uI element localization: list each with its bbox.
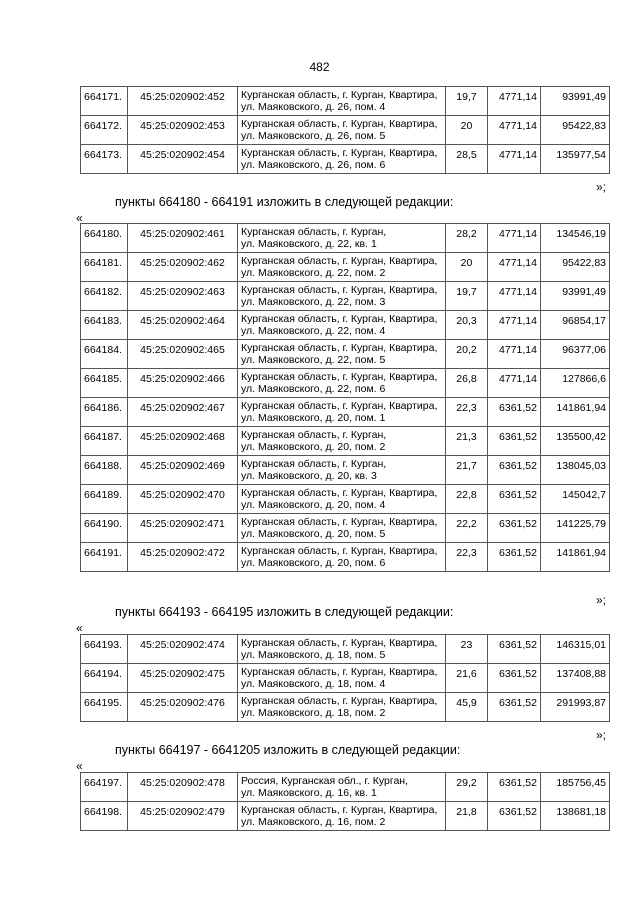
address-line-1: Курганская область, г. Курган, Квартира, xyxy=(241,516,438,528)
total-value-cell: 141225,79 xyxy=(541,514,610,543)
item-number-cell: 664182. xyxy=(81,282,128,311)
address-line-1: Россия, Курганская обл., г. Курган, xyxy=(241,775,408,787)
total-value-cell: 146315,01 xyxy=(541,635,610,664)
table-row xyxy=(81,664,610,693)
cadastral-number-cell: 45:25:020902:465 xyxy=(128,340,238,369)
total-value-cell: 135500,42 xyxy=(541,427,610,456)
unit-price-cell: 4771,14 xyxy=(488,87,541,116)
cadastral-number-cell: 45:25:020902:478 xyxy=(128,773,238,802)
area-cell: 23 xyxy=(446,635,488,664)
address-line-1: Курганская область, г. Курган, Квартира, xyxy=(241,371,438,383)
cadastral-number-cell: 45:25:020902:470 xyxy=(128,485,238,514)
unit-price-cell: 6361,52 xyxy=(488,456,541,485)
area-cell: 19,7 xyxy=(446,282,488,311)
amendment-table-4 xyxy=(80,772,610,831)
total-value-cell: 93991,49 xyxy=(541,282,610,311)
address-cell xyxy=(238,635,446,664)
cadastral-number-cell: 45:25:020902:466 xyxy=(128,369,238,398)
table-row xyxy=(81,224,610,253)
address-cell xyxy=(238,369,446,398)
total-value-cell: 138681,18 xyxy=(541,802,610,831)
item-number-cell: 664194. xyxy=(81,664,128,693)
item-number-cell: 664193. xyxy=(81,635,128,664)
total-value-cell: 185756,45 xyxy=(541,773,610,802)
address-line-1: Курганская область, г. Курган, Квартира, xyxy=(241,89,438,101)
closing-quote: »; xyxy=(596,593,607,607)
opening-quote: « xyxy=(76,759,83,773)
item-number-cell: 664198. xyxy=(81,802,128,831)
total-value-cell: 137408,88 xyxy=(541,664,610,693)
cadastral-number-cell: 45:25:020902:469 xyxy=(128,456,238,485)
table-row xyxy=(81,456,610,485)
table-row xyxy=(81,116,610,145)
address-line-2: ул. Маяковского, д. 22, пом. 2 xyxy=(241,267,386,279)
table-row xyxy=(81,253,610,282)
section-heading: пункты 664197 - 6641205 изложить в следующей редакции: xyxy=(115,743,461,757)
total-value-cell: 291993,87 xyxy=(541,693,610,722)
unit-price-cell: 4771,14 xyxy=(488,340,541,369)
address-cell xyxy=(238,224,446,253)
address-line-2: ул. Маяковского, д. 20, пом. 1 xyxy=(241,412,386,424)
table-row xyxy=(81,773,610,802)
table-row xyxy=(81,340,610,369)
address-line-2: ул. Маяковского, д. 18, пом. 5 xyxy=(241,649,386,661)
address-cell xyxy=(238,693,446,722)
area-cell: 21,6 xyxy=(446,664,488,693)
cadastral-number-cell: 45:25:020902:471 xyxy=(128,514,238,543)
area-cell: 21,8 xyxy=(446,802,488,831)
area-cell: 28,5 xyxy=(446,145,488,174)
table-row xyxy=(81,543,610,572)
address-cell xyxy=(238,145,446,174)
table-row xyxy=(81,398,610,427)
total-value-cell: 141861,94 xyxy=(541,543,610,572)
cadastral-number-cell: 45:25:020902:454 xyxy=(128,145,238,174)
cadastral-number-cell: 45:25:020902:472 xyxy=(128,543,238,572)
page-number: 482 xyxy=(309,60,330,74)
table-row xyxy=(81,145,610,174)
unit-price-cell: 6361,52 xyxy=(488,514,541,543)
cadastral-number-cell: 45:25:020902:453 xyxy=(128,116,238,145)
unit-price-cell: 4771,14 xyxy=(488,224,541,253)
area-cell: 19,7 xyxy=(446,87,488,116)
address-line-2: ул. Маяковского, д. 22, пом. 4 xyxy=(241,325,386,337)
area-cell: 20 xyxy=(446,116,488,145)
section-heading: пункты 664193 - 664195 изложить в следующей редакции: xyxy=(115,605,454,619)
area-cell: 21,3 xyxy=(446,427,488,456)
total-value-cell: 134546,19 xyxy=(541,224,610,253)
address-line-1: Курганская область, г. Курган, Квартира, xyxy=(241,118,438,130)
unit-price-cell: 6361,52 xyxy=(488,773,541,802)
address-line-2: ул. Маяковского, д. 26, пом. 5 xyxy=(241,130,386,142)
table-row xyxy=(81,369,610,398)
address-line-1: Курганская область, г. Курган, xyxy=(241,458,387,470)
address-line-2: ул. Маяковского, д. 20, пом. 2 xyxy=(241,441,386,453)
table-row xyxy=(81,427,610,456)
area-cell: 28,2 xyxy=(446,224,488,253)
area-cell: 22,8 xyxy=(446,485,488,514)
table-row xyxy=(81,311,610,340)
address-cell xyxy=(238,773,446,802)
address-cell xyxy=(238,253,446,282)
address-line-2: ул. Маяковского, д. 26, пом. 4 xyxy=(241,101,386,113)
area-cell: 29,2 xyxy=(446,773,488,802)
address-line-2: ул. Маяковского, д. 20, кв. 3 xyxy=(241,470,377,482)
unit-price-cell: 4771,14 xyxy=(488,253,541,282)
amendment-table-2 xyxy=(80,223,610,572)
address-cell xyxy=(238,427,446,456)
address-cell xyxy=(238,340,446,369)
address-line-2: ул. Маяковского, д. 22, пом. 6 xyxy=(241,383,386,395)
address-line-2: ул. Маяковского, д. 18, пом. 4 xyxy=(241,678,386,690)
cadastral-number-cell: 45:25:020902:479 xyxy=(128,802,238,831)
cadastral-number-cell: 45:25:020902:474 xyxy=(128,635,238,664)
cadastral-number-cell: 45:25:020902:464 xyxy=(128,311,238,340)
item-number-cell: 664183. xyxy=(81,311,128,340)
item-number-cell: 664195. xyxy=(81,693,128,722)
item-number-cell: 664181. xyxy=(81,253,128,282)
item-number-cell: 664187. xyxy=(81,427,128,456)
table-row xyxy=(81,693,610,722)
address-line-2: ул. Маяковского, д. 20, пом. 6 xyxy=(241,557,386,569)
address-line-1: Курганская область, г. Курган, Квартира, xyxy=(241,695,438,707)
address-line-1: Курганская область, г. Курган, Квартира, xyxy=(241,147,438,159)
address-line-1: Курганская область, г. Курган, Квартира, xyxy=(241,342,438,354)
address-line-2: ул. Маяковского, д. 22, пом. 5 xyxy=(241,354,386,366)
unit-price-cell: 6361,52 xyxy=(488,398,541,427)
unit-price-cell: 6361,52 xyxy=(488,635,541,664)
address-cell xyxy=(238,514,446,543)
opening-quote: « xyxy=(76,211,83,225)
area-cell: 20,3 xyxy=(446,311,488,340)
unit-price-cell: 6361,52 xyxy=(488,802,541,831)
amendment-table-3 xyxy=(80,634,610,722)
cadastral-number-cell: 45:25:020902:468 xyxy=(128,427,238,456)
amendment-table-1 xyxy=(80,86,610,174)
area-cell: 26,8 xyxy=(446,369,488,398)
address-line-1: Курганская область, г. Курган, Квартира, xyxy=(241,255,438,267)
item-number-cell: 664184. xyxy=(81,340,128,369)
cadastral-number-cell: 45:25:020902:462 xyxy=(128,253,238,282)
address-cell xyxy=(238,485,446,514)
address-cell xyxy=(238,664,446,693)
total-value-cell: 127866,6 xyxy=(541,369,610,398)
item-number-cell: 664180. xyxy=(81,224,128,253)
address-cell xyxy=(238,802,446,831)
opening-quote: « xyxy=(76,621,83,635)
address-line-1: Курганская область, г. Курган, xyxy=(241,429,387,441)
unit-price-cell: 6361,52 xyxy=(488,664,541,693)
section-heading: пункты 664180 - 664191 изложить в следующей редакции: xyxy=(115,195,454,209)
total-value-cell: 95422,83 xyxy=(541,253,610,282)
table-row xyxy=(81,514,610,543)
unit-price-cell: 6361,52 xyxy=(488,427,541,456)
total-value-cell: 93991,49 xyxy=(541,87,610,116)
address-line-1: Курганская область, г. Курган, xyxy=(241,226,387,238)
unit-price-cell: 4771,14 xyxy=(488,282,541,311)
address-line-2: ул. Маяковского, д. 16, пом. 2 xyxy=(241,816,386,828)
address-line-1: Курганская область, г. Курган, Квартира, xyxy=(241,313,438,325)
table-row xyxy=(81,802,610,831)
unit-price-cell: 6361,52 xyxy=(488,543,541,572)
unit-price-cell: 4771,14 xyxy=(488,116,541,145)
total-value-cell: 135977,54 xyxy=(541,145,610,174)
item-number-cell: 664190. xyxy=(81,514,128,543)
unit-price-cell: 4771,14 xyxy=(488,369,541,398)
cadastral-number-cell: 45:25:020902:452 xyxy=(128,87,238,116)
total-value-cell: 95422,83 xyxy=(541,116,610,145)
address-line-2: ул. Маяковского, д. 20, пом. 5 xyxy=(241,528,386,540)
item-number-cell: 664189. xyxy=(81,485,128,514)
area-cell: 20,2 xyxy=(446,340,488,369)
table-row xyxy=(81,87,610,116)
address-line-2: ул. Маяковского, д. 22, пом. 3 xyxy=(241,296,386,308)
item-number-cell: 664173. xyxy=(81,145,128,174)
address-cell xyxy=(238,282,446,311)
cadastral-number-cell: 45:25:020902:463 xyxy=(128,282,238,311)
closing-quote: »; xyxy=(596,728,607,742)
address-line-1: Курганская область, г. Курган, Квартира, xyxy=(241,637,438,649)
area-cell: 20 xyxy=(446,253,488,282)
item-number-cell: 664197. xyxy=(81,773,128,802)
area-cell: 22,3 xyxy=(446,543,488,572)
item-number-cell: 664191. xyxy=(81,543,128,572)
address-line-1: Курганская область, г. Курган, Квартира, xyxy=(241,487,438,499)
address-cell xyxy=(238,456,446,485)
address-cell xyxy=(238,543,446,572)
unit-price-cell: 4771,14 xyxy=(488,311,541,340)
address-cell xyxy=(238,116,446,145)
item-number-cell: 664171. xyxy=(81,87,128,116)
total-value-cell: 138045,03 xyxy=(541,456,610,485)
address-cell xyxy=(238,311,446,340)
item-number-cell: 664186. xyxy=(81,398,128,427)
address-cell xyxy=(238,398,446,427)
item-number-cell: 664172. xyxy=(81,116,128,145)
area-cell: 45,9 xyxy=(446,693,488,722)
address-line-2: ул. Маяковского, д. 20, пом. 4 xyxy=(241,499,386,511)
unit-price-cell: 4771,14 xyxy=(488,145,541,174)
cadastral-number-cell: 45:25:020902:475 xyxy=(128,664,238,693)
area-cell: 22,2 xyxy=(446,514,488,543)
area-cell: 21,7 xyxy=(446,456,488,485)
address-line-1: Курганская область, г. Курган, Квартира, xyxy=(241,400,438,412)
cadastral-number-cell: 45:25:020902:461 xyxy=(128,224,238,253)
area-cell: 22,3 xyxy=(446,398,488,427)
table-row xyxy=(81,282,610,311)
table-row xyxy=(81,635,610,664)
address-line-2: ул. Маяковского, д. 18, пом. 2 xyxy=(241,707,386,719)
address-line-2: ул. Маяковского, д. 16, кв. 1 xyxy=(241,787,377,799)
address-line-1: Курганская область, г. Курган, Квартира, xyxy=(241,545,438,557)
total-value-cell: 96377,06 xyxy=(541,340,610,369)
address-line-1: Курганская область, г. Курган, Квартира, xyxy=(241,284,438,296)
unit-price-cell: 6361,52 xyxy=(488,485,541,514)
address-line-2: ул. Маяковского, д. 22, кв. 1 xyxy=(241,238,377,250)
unit-price-cell: 6361,52 xyxy=(488,693,541,722)
total-value-cell: 141861,94 xyxy=(541,398,610,427)
cadastral-number-cell: 45:25:020902:467 xyxy=(128,398,238,427)
total-value-cell: 96854,17 xyxy=(541,311,610,340)
table-row xyxy=(81,485,610,514)
cadastral-number-cell: 45:25:020902:476 xyxy=(128,693,238,722)
closing-quote: »; xyxy=(596,180,607,194)
address-line-1: Курганская область, г. Курган, Квартира, xyxy=(241,804,438,816)
address-cell xyxy=(238,87,446,116)
item-number-cell: 664185. xyxy=(81,369,128,398)
total-value-cell: 145042,7 xyxy=(541,485,610,514)
address-line-1: Курганская область, г. Курган, Квартира, xyxy=(241,666,438,678)
item-number-cell: 664188. xyxy=(81,456,128,485)
address-line-2: ул. Маяковского, д. 26, пом. 6 xyxy=(241,159,386,171)
